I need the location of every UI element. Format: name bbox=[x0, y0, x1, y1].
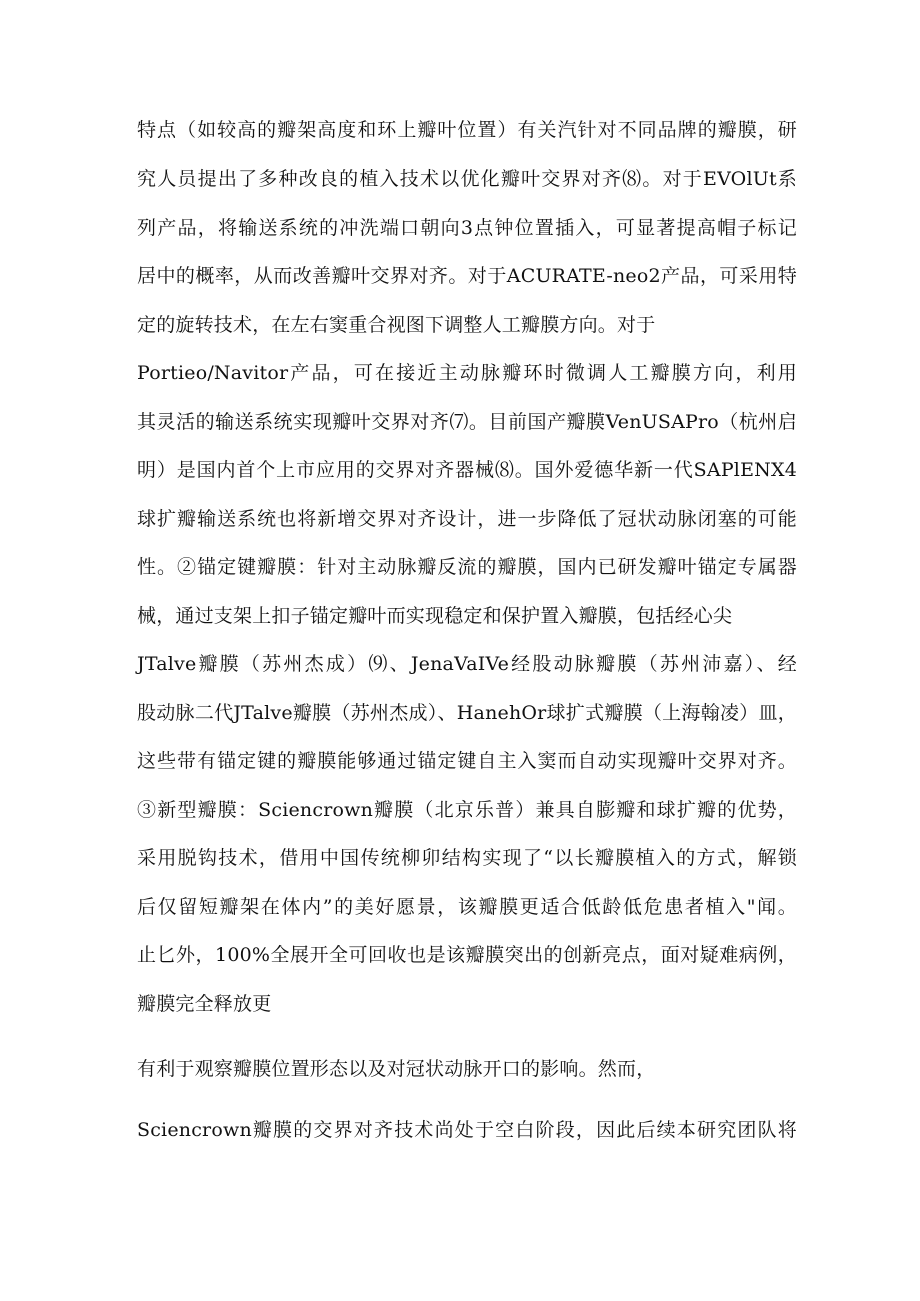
text-line: 特点（如较高的瓣架高度和环上瓣叶位置）有关汽针对不同品牌的瓣膜，研 bbox=[137, 119, 797, 141]
text-line: JTalve瓣膜（苏州杰成）⑼、JenaVaIVe经股动脉瓣膜（苏州沛嘉）、经 bbox=[137, 653, 797, 675]
text-line: 瓣膜完全释放更 bbox=[137, 993, 272, 1015]
text-line: 采用脱钩技术，借用中国传统柳卯结构实现了“以长瓣膜植入的方式，解锁 bbox=[137, 847, 797, 869]
text-line: 其灵活的输送系统实现瓣叶交界对齐⑺。目前国产瓣膜VenUSAPro（杭州启 bbox=[137, 411, 797, 433]
text-line: Sciencrown瓣膜的交界对齐技术尚处于空白阶段，因此后续本研究团队将 bbox=[137, 1119, 797, 1141]
text-line: 定的旋转技术，在左右窦重合视图下调整人工瓣膜方向。对于 bbox=[137, 314, 656, 336]
text-line: ③新型瓣膜：Sciencrown瓣膜（北京乐普）兼具自膨瓣和球扩瓣的优势， bbox=[137, 799, 797, 821]
text-line: 股动脉二代JTalve瓣膜（苏州杰成）、HanehOr球扩式瓣膜（上海翰凌）皿， bbox=[137, 702, 797, 724]
text-line: 后仅留短瓣架在体内”的美好愿景，该瓣膜更适合低龄低危患者植入"闻。 bbox=[137, 896, 797, 918]
text-line: 居中的概率，从而改善瓣叶交界对齐。对于ACURATE-neo2产品，可采用特 bbox=[137, 265, 797, 287]
text-line: 止匕外，100%全展开全可回收也是该瓣膜突出的创新亮点，面对疑难病例， bbox=[137, 944, 797, 966]
text-line: Portieo/Navitor产品，可在接近主动脉瓣环时微调人工瓣膜方向，利用 bbox=[137, 362, 797, 384]
text-line: 列产品，将输送系统的冲洗端口朝向3点钟位置插入，可显著提高帽子标记 bbox=[137, 217, 797, 239]
text-line: 球扩瓣输送系统也将新增交界对齐设计，进一步降低了冠状动脉闭塞的可能 bbox=[137, 508, 797, 530]
text-line: 性。②锚定键瓣膜：针对主动脉瓣反流的瓣膜，国内已研发瓣叶锚定专属器 bbox=[137, 556, 797, 578]
text-line: 这些带有锚定键的瓣膜能够通过锚定键自主入窦而自动实现瓣叶交界对齐。 bbox=[137, 750, 797, 772]
text-line: 械，通过支架上扣子锚定瓣叶而实现稳定和保护置入瓣膜，包括经心尖 bbox=[137, 605, 733, 627]
text-line: 明）是国内首个上市应用的交界对齐器械⑻。国外爱德华新一代SAPlENX4 bbox=[137, 459, 797, 481]
text-line: 有利于观察瓣膜位置形态以及对冠状动脉开口的影响。然而， bbox=[137, 1058, 656, 1080]
text-line: 究人员提出了多种改良的植入技术以优化瓣叶交界对齐⑻。对于EVOlUt系 bbox=[137, 168, 797, 190]
